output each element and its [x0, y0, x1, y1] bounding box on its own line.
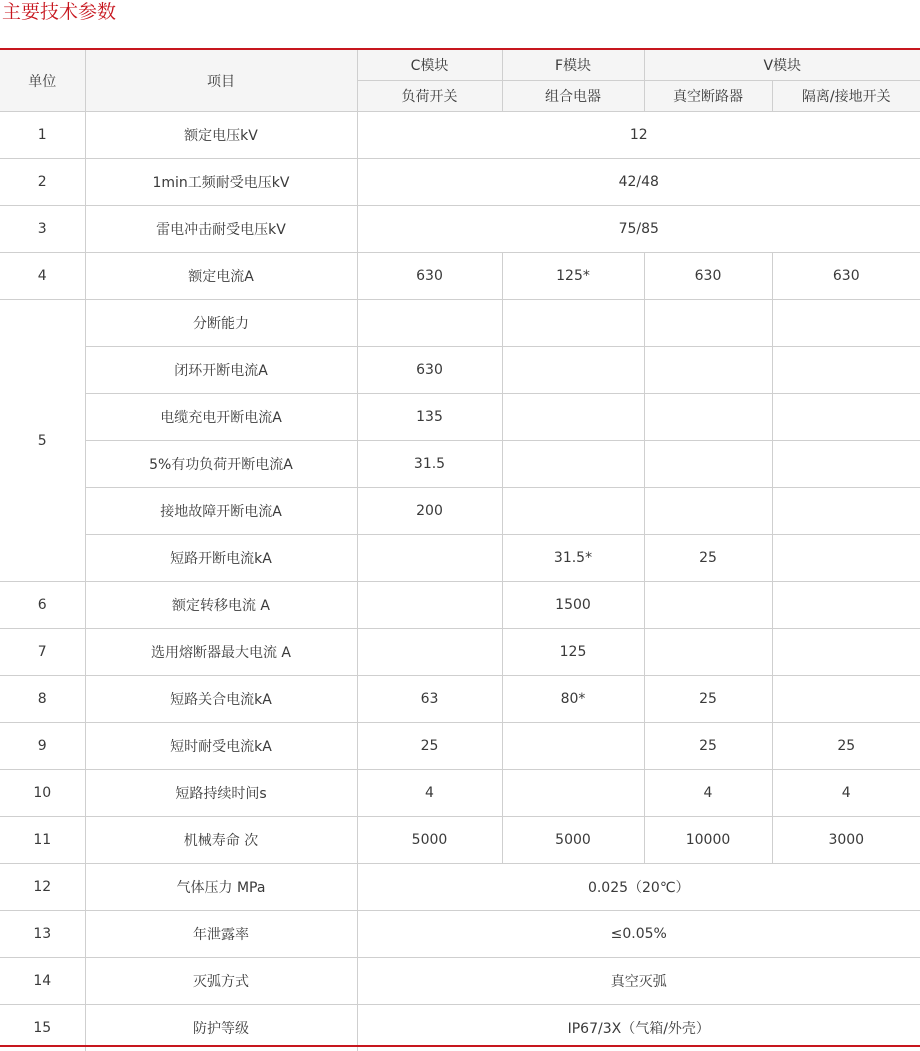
cell-f-module: 5000 — [502, 817, 644, 864]
table-row — [0, 441, 920, 488]
row-item: 灭弧方式 — [85, 958, 357, 1005]
header-v-sub-isolator: 隔离/接地开关 — [772, 81, 920, 112]
header-item: 项目 — [85, 50, 357, 112]
row-number: 4 — [0, 253, 85, 300]
cell-v-breaker — [644, 347, 772, 394]
row-value-span: 真空灭弧 — [357, 958, 920, 1005]
cell-c-module — [357, 629, 502, 676]
table-row — [0, 864, 920, 911]
row-number: 13 — [0, 911, 85, 958]
cell-c-module — [357, 582, 502, 629]
table-row — [0, 112, 920, 159]
cell-f-module — [502, 770, 644, 817]
header-c-sub: 负荷开关 — [357, 81, 502, 112]
table-row — [0, 394, 920, 441]
row-value-span: 75/85 — [357, 206, 920, 253]
table-row — [0, 253, 920, 300]
cell-f-module — [502, 723, 644, 770]
header-unit: 单位 — [0, 50, 85, 112]
cell-v-isolator — [772, 488, 920, 535]
cell-v-breaker: 25 — [644, 676, 772, 723]
cell-f-module — [502, 441, 644, 488]
cell-v-breaker — [644, 300, 772, 347]
table-row — [0, 629, 920, 676]
cell-c-module — [357, 300, 502, 347]
cell-f-module — [502, 347, 644, 394]
cell-v-breaker: 25 — [644, 723, 772, 770]
cell-v-breaker: 4 — [644, 770, 772, 817]
row-number: 2 — [0, 159, 85, 206]
cell-v-isolator — [772, 441, 920, 488]
cell-v-isolator: 3000 — [772, 817, 920, 864]
cell-c-module — [357, 535, 502, 582]
cell-v-isolator — [772, 347, 920, 394]
table-row — [0, 488, 920, 535]
row-item: 雷电冲击耐受电压kV — [85, 206, 357, 253]
cell-f-module: 125* — [502, 253, 644, 300]
cell-f-module — [502, 488, 644, 535]
cell-f-module — [502, 300, 644, 347]
cell-v-breaker: 630 — [644, 253, 772, 300]
row-item: 接地故障开断电流A — [85, 488, 357, 535]
row-item: 电缆充电开断电流A — [85, 394, 357, 441]
table-row — [0, 206, 920, 253]
cell-v-breaker — [644, 394, 772, 441]
table-row — [0, 817, 920, 864]
row-item: 额定电压kV — [85, 112, 357, 159]
row-value-span: 0.025（20℃） — [357, 864, 920, 911]
header-v-module: V模块 — [644, 50, 920, 81]
row-item: 分断能力 — [85, 300, 357, 347]
cell-c-module: 135 — [357, 394, 502, 441]
cell-v-isolator — [772, 300, 920, 347]
cell-v-breaker — [644, 441, 772, 488]
row-item: 气体压力 MPa — [85, 864, 357, 911]
cell-v-isolator — [772, 394, 920, 441]
bottom-divider — [0, 1045, 920, 1047]
cell-c-module: 630 — [357, 253, 502, 300]
cell-v-breaker: 10000 — [644, 817, 772, 864]
row-value-span: 12 — [357, 112, 920, 159]
cell-f-module — [502, 394, 644, 441]
cell-c-module: 25 — [357, 723, 502, 770]
row-item: 额定转移电流 A — [85, 582, 357, 629]
row-number: 10 — [0, 770, 85, 817]
row-number: 11 — [0, 817, 85, 864]
cell-v-breaker — [644, 629, 772, 676]
row-item: 短时耐受电流kA — [85, 723, 357, 770]
table-row — [0, 958, 920, 1005]
cell-f-module: 125 — [502, 629, 644, 676]
row-item: 机械寿命 次 — [85, 817, 357, 864]
cell-v-isolator: 25 — [772, 723, 920, 770]
cell-c-module: 63 — [357, 676, 502, 723]
row-number: 14 — [0, 958, 85, 1005]
table-row — [0, 535, 920, 582]
cell-c-module: 630 — [357, 347, 502, 394]
table-row — [0, 582, 920, 629]
cell-f-module: 80* — [502, 676, 644, 723]
header-row-1 — [0, 50, 920, 81]
cell-f-module: 31.5* — [502, 535, 644, 582]
table-row — [0, 911, 920, 958]
row-number: 7 — [0, 629, 85, 676]
table-row — [0, 300, 920, 347]
cell-f-module: 1500 — [502, 582, 644, 629]
table-row — [0, 159, 920, 206]
row-number: 1 — [0, 112, 85, 159]
row-item: 1min工频耐受电压kV — [85, 159, 357, 206]
table-row — [0, 676, 920, 723]
cell-v-isolator — [772, 582, 920, 629]
cell-v-breaker — [644, 488, 772, 535]
row-item: 短路开断电流kA — [85, 535, 357, 582]
row-number: 12 — [0, 864, 85, 911]
cell-v-isolator — [772, 535, 920, 582]
cell-v-isolator: 630 — [772, 253, 920, 300]
row-item: 选用熔断器最大电流 A — [85, 629, 357, 676]
page-title: 主要技术参数 — [2, 0, 116, 24]
row-item: 5%有功负荷开断电流A — [85, 441, 357, 488]
row-number: 3 — [0, 206, 85, 253]
row-number: 9 — [0, 723, 85, 770]
row-number: 6 — [0, 582, 85, 629]
cell-c-module: 4 — [357, 770, 502, 817]
header-c-module: C模块 — [357, 50, 502, 81]
row-item: 闭环开断电流A — [85, 347, 357, 394]
row-value-span: 42/48 — [357, 159, 920, 206]
header-f-sub: 组合电器 — [502, 81, 644, 112]
row-number: 8 — [0, 676, 85, 723]
cell-v-isolator — [772, 676, 920, 723]
row-value-span: ≤0.05% — [357, 911, 920, 958]
row-number: 15 — [0, 1005, 85, 1051]
cell-v-isolator: 4 — [772, 770, 920, 817]
cell-v-isolator — [772, 629, 920, 676]
header-f-module: F模块 — [502, 50, 644, 81]
table-row — [0, 770, 920, 817]
cell-v-breaker — [644, 582, 772, 629]
cell-c-module: 5000 — [357, 817, 502, 864]
row-item: 短路持续时间s — [85, 770, 357, 817]
row-item: 年泄露率 — [85, 911, 357, 958]
cell-v-breaker: 25 — [644, 535, 772, 582]
spec-table — [0, 50, 920, 1051]
row-value-span: IP67/3X（气箱/外壳） — [357, 1005, 920, 1051]
table-row — [0, 723, 920, 770]
header-v-sub-breaker: 真空断路器 — [644, 81, 772, 112]
table-row — [0, 347, 920, 394]
cell-c-module: 200 — [357, 488, 502, 535]
row-number: 5 — [0, 300, 85, 582]
row-item: 短路关合电流kA — [85, 676, 357, 723]
cell-c-module: 31.5 — [357, 441, 502, 488]
row-item: 防护等级 — [85, 1005, 357, 1051]
row-item: 额定电流A — [85, 253, 357, 300]
